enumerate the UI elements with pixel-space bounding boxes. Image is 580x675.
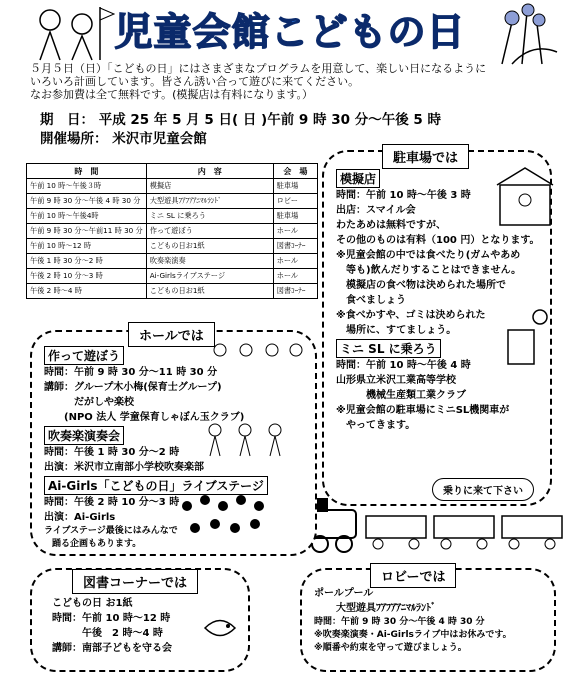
sl-line: 機械生産類工業クラブ bbox=[336, 390, 466, 401]
table-row bbox=[27, 284, 318, 299]
live-stage-line: 出演：Ai-Girls bbox=[44, 512, 116, 523]
sl-line: 山形県立米沢工業高等学校 bbox=[336, 375, 456, 386]
iris-flower-illustration bbox=[482, 2, 572, 68]
live-stage-note: 踊る企画もあります。 bbox=[52, 539, 142, 549]
content-cell: こどもの日お1紙 bbox=[146, 239, 273, 254]
time-cell: 午前 10 時～12 時 bbox=[27, 239, 147, 254]
origami-title: こどもの日 お1紙 bbox=[52, 598, 133, 609]
parking-note: 模擬店の食べ物は決められた場所で bbox=[336, 280, 506, 291]
content-cell: 吹奏楽演奏 bbox=[146, 254, 273, 269]
table-row bbox=[27, 239, 318, 254]
content-cell: 大型遊具ﾌｱﾌｱｱﾆﾏﾙﾗﾝﾄﾞ bbox=[146, 194, 273, 209]
lobby-line: ※順番や約束を守って遊びましょう。 bbox=[314, 643, 467, 653]
live-stage-line: 時間：午後 2 時 10 分～3 時 bbox=[44, 497, 180, 508]
table-row bbox=[27, 179, 318, 194]
time-cell: 午前 9 時 30 分～午後 4 時 30 分 bbox=[27, 194, 147, 209]
venue-cell: ホール bbox=[273, 224, 317, 239]
brass-band-line: 時間：午後 1 時 30 分～2 時 bbox=[44, 447, 180, 458]
column-header: 内 容 bbox=[146, 164, 273, 179]
mini-sl-heading: ミニ SL に乗ろう bbox=[336, 339, 441, 358]
venue-cell: 図書ｺｰﾅｰ bbox=[273, 284, 317, 299]
venue-label: 開催場所： bbox=[40, 131, 108, 147]
crafting-heading: 作って遊ぼう bbox=[44, 346, 124, 365]
lobby-header: ロビーでは bbox=[370, 563, 456, 588]
parking-note: ※食べかすや、ゴミは決められた bbox=[336, 310, 486, 321]
venue-cell: 駐車場 bbox=[273, 209, 317, 224]
content-cell: 作って遊ぼう bbox=[146, 224, 273, 239]
lobby-line: 大型遊具ﾌｱﾌｱｱﾆﾏﾙﾗﾝﾄﾞ bbox=[336, 603, 436, 614]
content-cell: ミニ SL に乗ろう bbox=[146, 209, 273, 224]
sl-line: やってきます。 bbox=[336, 420, 416, 431]
intro-line: なお参加費は全て無料です。(模擬店は有料になります。） bbox=[30, 88, 314, 101]
sl-line: 時間：午前 10 時～午後 4 時 bbox=[336, 360, 471, 371]
venue-value: 米沢市児童会館 bbox=[112, 131, 207, 147]
event-date bbox=[40, 108, 441, 128]
library-line: 午後 2 時～4 時 bbox=[52, 628, 163, 639]
time-cell: 午後 2 時 10 分～3 時 bbox=[27, 269, 147, 284]
table-row bbox=[27, 209, 318, 224]
content-cell: 模擬店 bbox=[146, 179, 273, 194]
live-stage-heading: Ai-Girls「こどもの日」ライブステージ bbox=[44, 476, 268, 495]
parking-header: 駐車場では bbox=[382, 144, 469, 169]
mini-sl-train-illustration bbox=[298, 490, 568, 560]
intro-line: いろいろ計画しています。皆さん誘い合って遊びに来てください。 bbox=[30, 75, 360, 88]
table-row bbox=[27, 269, 318, 284]
time-cell: 午前 10 時～午後4時 bbox=[27, 209, 147, 224]
content-cell: こどもの日お1紙 bbox=[146, 284, 273, 299]
crafting-line: (NPO 法人 学童保育しゃぼん玉クラブ) bbox=[44, 412, 245, 423]
venue-cell: 図書ｺｰﾅｰ bbox=[273, 239, 317, 254]
lobby-line: 時間：午前 9 時 30 分～午後 4 時 30 分 bbox=[314, 617, 485, 627]
sl-line: ※児童会館の駐車場にミニSL機関車が bbox=[336, 405, 510, 416]
musicians-illustration bbox=[200, 420, 300, 460]
column-header: 会 場 bbox=[273, 164, 317, 179]
lobby-title: ポールプール bbox=[314, 588, 374, 599]
parking-line: 出店：スマイル会 bbox=[336, 205, 416, 216]
mogiten-heading: 模擬店 bbox=[336, 169, 380, 188]
carp-streamer-illustration bbox=[200, 608, 240, 648]
time-cell: 午前 9 時 30 分～午前11 時 30 分 bbox=[27, 224, 147, 239]
time-cell: 午前 10 時～午後３時 bbox=[27, 179, 147, 194]
venue-cell: ホール bbox=[273, 269, 317, 284]
intro-text bbox=[30, 62, 560, 101]
dancers-illustration bbox=[175, 488, 275, 540]
library-content bbox=[52, 596, 172, 656]
table-row bbox=[27, 194, 318, 209]
hall-header: ホールでは bbox=[128, 322, 215, 347]
parking-line: その他のものは有料（100 円）となります。 bbox=[336, 235, 540, 246]
lobby-line: ※吹奏楽演奏・Ai-Girlsライブ中はお休みです。 bbox=[314, 630, 512, 640]
parking-line: 時間：午前 10 時～午後 3 時 bbox=[336, 190, 471, 201]
intro-line: ５月５日（日）「こどもの日」にはさまざまなプログラムを用意して、楽しい日になるように bbox=[30, 62, 487, 75]
brass-band-heading: 吹奏楽演奏会 bbox=[44, 426, 124, 445]
crafting-line: 時間：午前 9 時 30 分～11 時 30 分 bbox=[44, 367, 218, 378]
ride-invite-cloud: 乗りに来て下さい bbox=[432, 478, 534, 501]
date-value: 平成 25 年 5 月 5 日( 日 )午前 9 時 30 分～午後 5 時 bbox=[98, 112, 441, 128]
parking-note: 食べましょう bbox=[336, 295, 406, 306]
trash-can-illustration bbox=[500, 305, 550, 370]
food-stall-illustration bbox=[495, 160, 555, 230]
table-row bbox=[27, 254, 318, 269]
date-label: 期 日： bbox=[40, 112, 94, 128]
crafting-line: だがしや楽校 bbox=[44, 397, 134, 408]
venue-cell: ロビー bbox=[273, 194, 317, 209]
parking-note: 場所に、すてましょう。 bbox=[336, 325, 457, 336]
time-cell: 午後 1 時 30 分～2 時 bbox=[27, 254, 147, 269]
live-stage-note: ライブステージ最後にはみんなで bbox=[44, 526, 178, 536]
parking-note: 等も)飲んだりすることはできません。 bbox=[336, 265, 522, 276]
children-flag-illustration bbox=[20, 2, 115, 64]
library-line: 講師：南部子どもを守る会 bbox=[52, 643, 172, 654]
page-title: 児童会館こどもの日 bbox=[114, 9, 466, 54]
schedule-header-row bbox=[27, 164, 318, 179]
time-cell: 午後 2 時～4 時 bbox=[27, 284, 147, 299]
library-line: 時間：午前 10 時～12 時 bbox=[52, 613, 171, 624]
event-venue bbox=[40, 127, 207, 147]
venue-cell: ホール bbox=[273, 254, 317, 269]
column-header: 時 間 bbox=[27, 164, 147, 179]
venue-cell: 駐車場 bbox=[273, 179, 317, 194]
brass-band-line: 出演：米沢市立南部小学校吹奏楽部 bbox=[44, 462, 204, 473]
parking-line: わたあめは無料ですが、 bbox=[336, 220, 446, 231]
library-header: 図書コーナーでは bbox=[72, 569, 198, 594]
table-row bbox=[27, 224, 318, 239]
parking-note: ※児童会館の中では食べたり(ガムやあめ bbox=[336, 250, 521, 261]
content-cell: Ai-Girlsライブステージ bbox=[146, 269, 273, 284]
crafting-line: 講師：グループ木小梅(保育士グループ) bbox=[44, 382, 222, 393]
schedule-table bbox=[26, 163, 318, 299]
lobby-content bbox=[314, 586, 512, 655]
